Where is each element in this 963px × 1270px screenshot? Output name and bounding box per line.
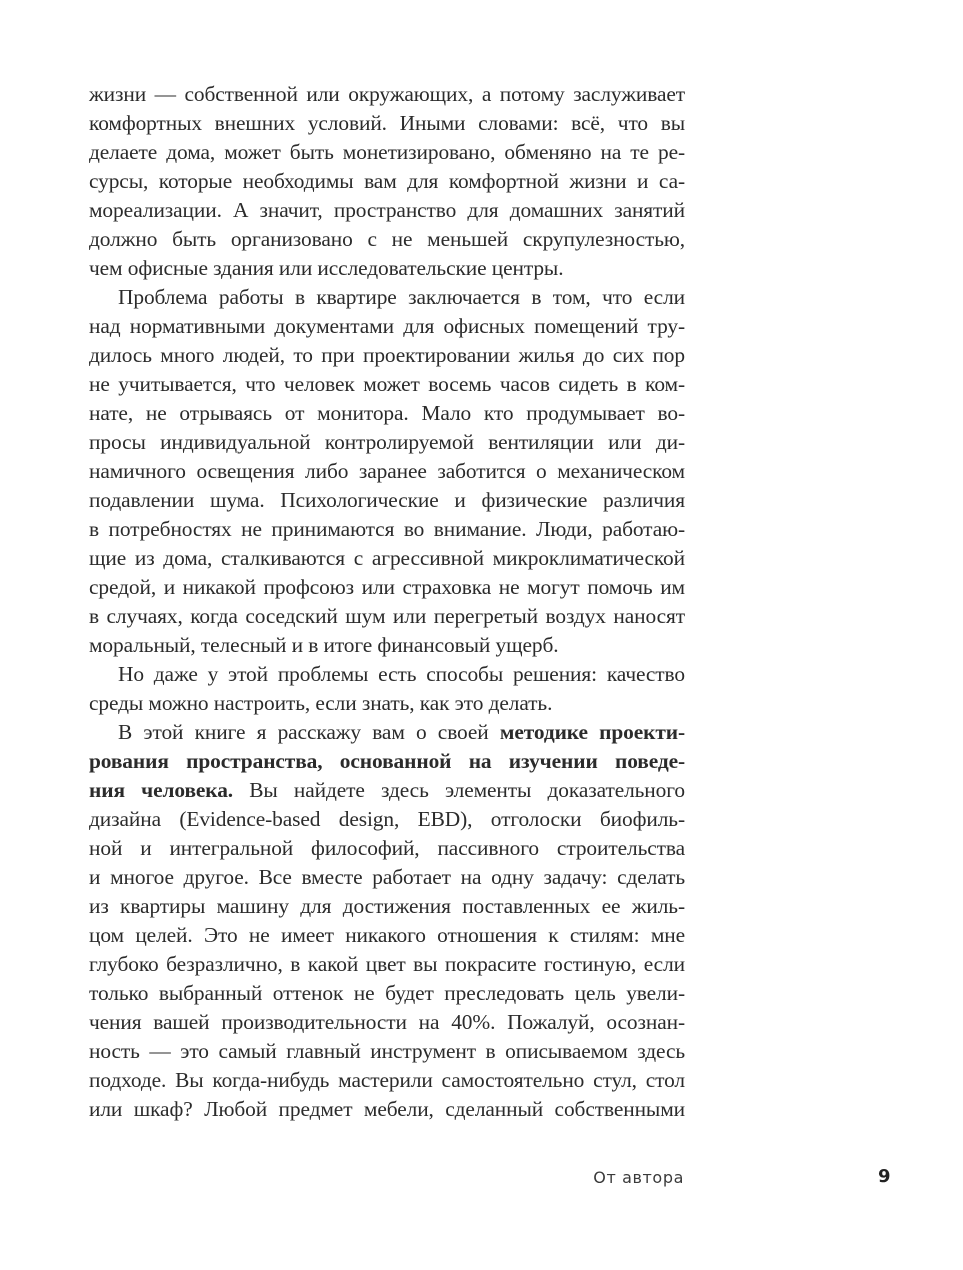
text-line: делаете дома, может быть монетизировано, обменяно на те ре- [89, 140, 685, 164]
text-line: в потребностях не принимаются во внимание. Люди, работаю- [89, 517, 685, 541]
text-line: чем офисные здания или исследовательские центры. [89, 256, 564, 280]
text-line [89, 718, 685, 747]
text-line: или шкаф? Любой предмет мебели, сделанный собственными [89, 1097, 685, 1121]
text-line: и многое другое. Все вместе работает на одну задачу: сделать [89, 865, 685, 889]
text-line: жизни — собственной или окружающих, а потому заслуживает [89, 82, 685, 106]
text-line: намичного освещения либо заранее заботится о механическом [89, 459, 685, 483]
text-line: ной и интегральной философий, пассивного строительства [89, 836, 685, 860]
text-line: ность — это самый главный инструмент в описываемом здесь [89, 1039, 685, 1063]
text-line: из квартиры машину для достижения поставленных ее жиль- [89, 894, 685, 918]
paragraph-1 [89, 80, 685, 283]
text-line: должно быть организовано с не меньшей скрупулезностью, [89, 227, 685, 251]
text-line: в случаях, когда соседский шум или перегретый воздух наносят [89, 604, 685, 628]
text-run: Вы найдете здесь элементы доказательного [233, 778, 685, 802]
text-line: чения вашей производительности на 40%. Пожалуй, осознан- [89, 1010, 685, 1034]
running-footer-section: От автора [593, 1168, 684, 1187]
text-line: глубоко безразлично, в какой цвет вы покрасите гостиную, если [89, 952, 685, 976]
text-line: цом целей. Это не имеет никакого отношения к стилям: мне [89, 923, 685, 947]
text-line: подавлении шума. Психологические и физические различия [89, 488, 685, 512]
paragraph-4 [89, 718, 685, 1124]
text-run: В этой книге я расскажу вам о своей [118, 720, 500, 744]
text-line: только выбранный оттенок не будет преследовать цель увели- [89, 981, 685, 1005]
text-line: просы индивидуальной контролируемой вентиляции или ди- [89, 430, 685, 454]
text-line: дилось много людей, то при проектировании жилья до сих пор [89, 343, 685, 367]
text-line: дизайна (Evidence-based design, EBD), отголоски биофиль- [89, 807, 685, 831]
text-line: мореализации. А значит, пространство для домашних занятий [89, 198, 685, 222]
text-line: подходе. Вы когда-нибудь мастерили самостоятельно стул, стол [89, 1068, 685, 1092]
text-line: нате, не отрываясь от монитора. Мало кто продумывает во- [89, 401, 685, 425]
text-line: не учитывается, что человек может восемь часов сидеть в ком- [89, 372, 685, 396]
text-line: комфортных внешних условий. Иными словами: всё, что вы [89, 111, 685, 135]
text-line: сурсы, которые необходимы вам для комфортной жизни и са- [89, 169, 685, 193]
text-line: щие из дома, сталкиваются с агрессивной микроклиматической [89, 546, 685, 570]
paragraph-2 [89, 283, 685, 660]
paragraph-3 [89, 660, 685, 718]
page-number: 9 [878, 1166, 891, 1187]
bold-text-run: ния человека. [89, 778, 234, 802]
text-line: Но даже у этой проблемы есть способы решения: качество [118, 662, 685, 686]
text-line: среды можно настроить, если знать, как это делать. [89, 691, 553, 715]
text-line: средой, и никакой профсоюз или страховка не могут помочь им [89, 575, 685, 599]
body-text [89, 80, 685, 1124]
text-line: Проблема работы в квартире заключается в том, что если [118, 285, 685, 309]
text-line [89, 776, 685, 805]
bold-text-run: методике проекти- [499, 720, 685, 744]
text-line: рования пространства, основанной на изучении поведе- [89, 749, 685, 773]
text-line: моральный, телесный и в итоге финансовый ущерб. [89, 633, 559, 657]
text-line: над нормативными документами для офисных помещений тру- [89, 314, 685, 338]
